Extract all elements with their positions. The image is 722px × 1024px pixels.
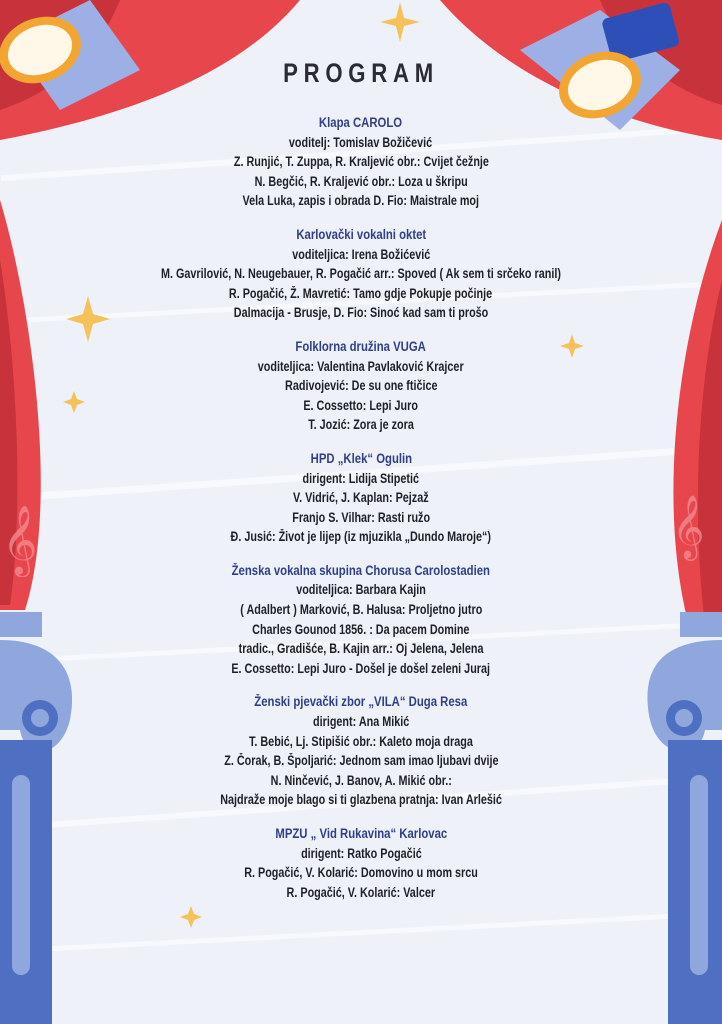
section-line: dirigent: Ana Mikić bbox=[312, 714, 410, 730]
program-section bbox=[0, 692, 722, 810]
section-line: T. Jozić: Zora je zora bbox=[308, 417, 414, 433]
section-line: R. Pogačić, V. Kolarić: Valcer bbox=[286, 884, 436, 900]
section-line: Vela Luka, zapis i obrada D. Fio: Maistrale moj bbox=[242, 193, 480, 209]
program-section bbox=[0, 561, 722, 679]
section-heading: Ženska vokalna skupina Chorusa Carolostadien bbox=[231, 562, 491, 578]
section-line: ( Adalbert ) Marković, B. Halusa: Proljetno jutro bbox=[239, 602, 483, 618]
section-line: voditeljica: Irena Božićević bbox=[291, 246, 431, 262]
section-line: Đ. Jusić: Život je lijep (iz mjuzikla „Dundo Maroje“) bbox=[230, 529, 492, 545]
section-heading: Folklorna družina VUGA bbox=[295, 338, 427, 354]
section-line: E. Cossetto: Lepi Juro bbox=[303, 397, 419, 413]
section-line: Radivojević: De su one ftičice bbox=[284, 378, 438, 394]
section-line: R. Pogačić, V. Kolarić: Domovino u mom srcu bbox=[244, 865, 478, 881]
section-line: E. Cossetto: Lepi Juro - Došel je došel zeleni Juraj bbox=[231, 660, 491, 676]
section-line: voditeljica: Barbara Kajin bbox=[296, 582, 426, 598]
section-heading: MPZU „ Vid Rukavina“ Karlovac bbox=[275, 826, 447, 841]
section-line: Franjo S. Vilhar: Rasti ružo bbox=[292, 509, 430, 525]
section-line: Z. Runjić, T. Zuppa, R. Kraljević obr.: Cvijet čežnje bbox=[233, 154, 489, 170]
section-line: dirigent: Ratko Pogačić bbox=[300, 845, 422, 861]
section-line: voditeljica: Valentina Pavlaković Krajcer bbox=[258, 358, 464, 374]
program-section bbox=[0, 449, 722, 547]
section-line: Z. Čorak, B. Špoljarić: Jednom sam imao ljubavi dvije bbox=[223, 753, 499, 769]
sparkle-icon bbox=[380, 2, 420, 42]
program-list bbox=[0, 58, 722, 916]
section-line: Dalmacija - Brusje, D. Fio: Sinoć kad sam ti prošo bbox=[233, 305, 489, 321]
section-line: V. Vidrić, J. Kaplan: Pejzaž bbox=[293, 490, 429, 506]
section-line: M. Gavrilović, N. Neugebauer, R. Pogačić arr.: Spoved ( Ak sem ti srčeko ranil) bbox=[161, 266, 561, 282]
program-section bbox=[0, 113, 722, 211]
section-line: N. Ninčević, J. Banov, A. Mikić obr.: bbox=[270, 772, 452, 788]
section-line: Charles Gounod 1856. : Da pacem Domine bbox=[252, 621, 470, 637]
music-note-left-icon: 𝄞 bbox=[2, 505, 38, 575]
section-line: N. Begčić, R. Kraljević obr.: Loza u škripu bbox=[254, 173, 468, 189]
section-line: dirigent: Lidija Stipetić bbox=[302, 470, 420, 486]
sections bbox=[0, 113, 722, 902]
program-section bbox=[0, 337, 722, 435]
section-line: T. Bebić, Lj. Stipišić obr.: Kaleto moja draga bbox=[249, 733, 473, 749]
section-line: R. Pogačić, Ž. Mavretić: Tamo gdje Pokupje počinje bbox=[229, 285, 493, 301]
music-note-right-icon: 𝄞 bbox=[672, 494, 705, 558]
section-heading: Karlovački vokalni oktet bbox=[296, 226, 426, 242]
section-line: tradic., Gradišće, B. Kajin arr.: Oj Jelena, Jelena bbox=[238, 641, 484, 657]
section-heading: Ženski pjevački zbor „VILA“ Duga Resa bbox=[254, 694, 468, 710]
program-section bbox=[0, 824, 722, 902]
section-line: voditelj: Tomislav Božičević bbox=[289, 134, 433, 150]
section-line: Najdraže moje blago si ti glazbena pratnja: Ivan Arlešić bbox=[220, 792, 502, 808]
program-section bbox=[0, 225, 722, 323]
page-title: PROGRAM bbox=[283, 58, 439, 88]
section-heading: HPD „Klek“ Ogulin bbox=[310, 450, 412, 466]
section-heading: Klapa CAROLO bbox=[319, 115, 403, 130]
